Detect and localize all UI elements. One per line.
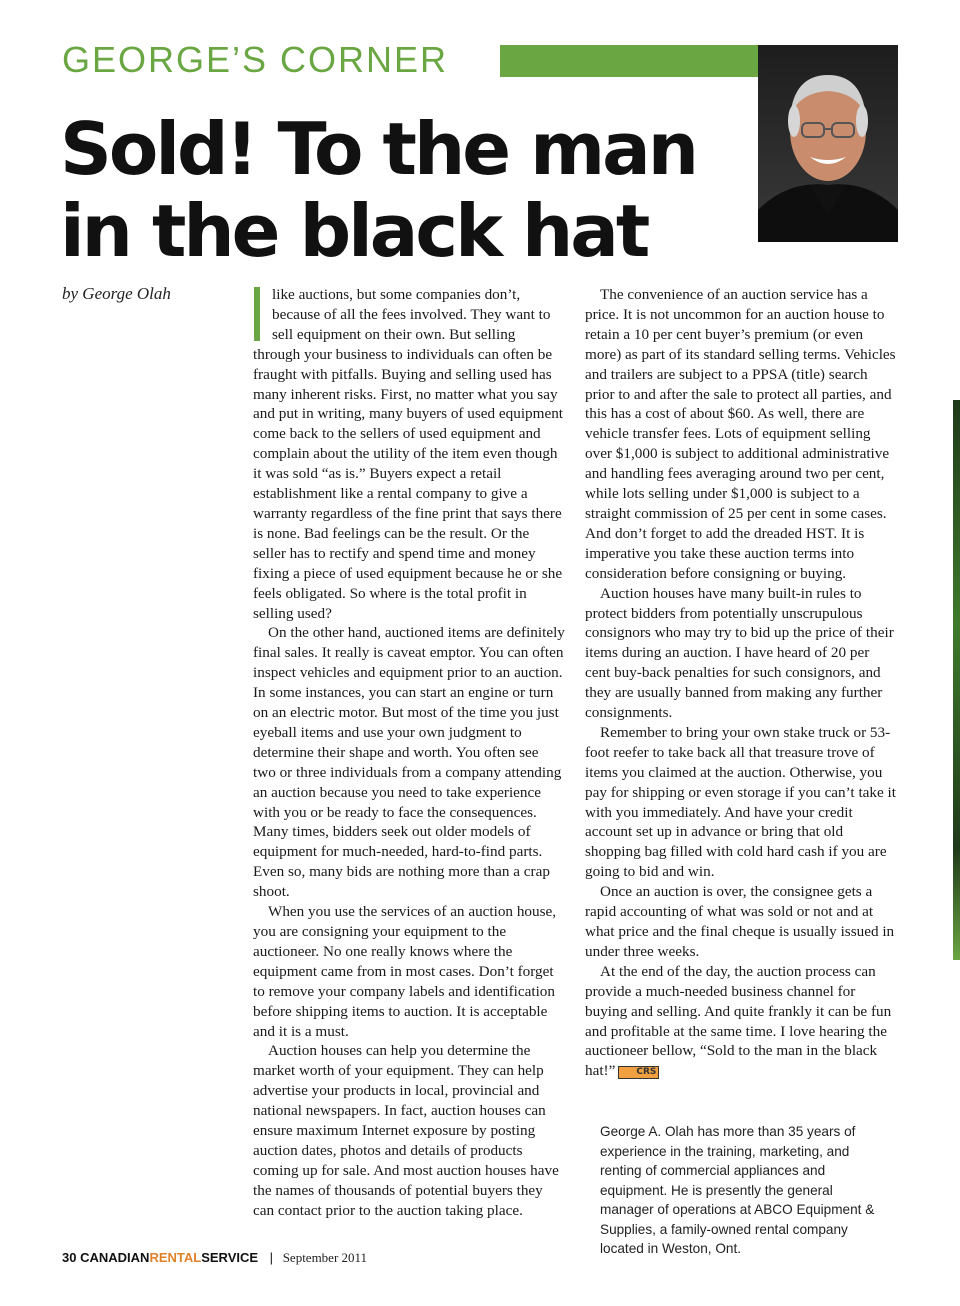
publication-name: CANADIANRENTALSERVICE — [80, 1250, 259, 1265]
headline — [60, 108, 750, 272]
footer-separator: | — [269, 1250, 274, 1265]
author-photo — [758, 45, 898, 242]
paragraph: Auction houses can help you determine the market worth of your equipment. They can help advertise your products in local, provincial and national newspapers. In fact, auction houses can ensure maximum Internet exposure by posting auction dates, photos and details of products coming up for sale. And most auction houses have the names of thousands of potential buyers they can contact prior to the auction taking place. — [253, 1042, 559, 1219]
paragraph: On the other hand, auctioned items are definitely final sales. It really is caveat emptor. You can often inspect vehicles and equipment prior to an auction. In some instances, you can start an engine or turn on an electric motor. But most of the time you just eyeball items and use your own judgment to determine their shape and worth. You often see two or three individuals from a company attending an auction because you need to take experience with you or be ready to face the consequences. Many times, bidders seek out older models of equipment for much-needed, hard-to-find parts. Even so, many bids are nothing more than a crap shoot. — [253, 624, 565, 901]
paragraph: Auction houses have many built-in rules to protect bidders from potentially unscrupulous consignors who may try to bid up the price of their items during an auction. I have heard of 20 per cent buy-back penalties for such consignors, and they are usually banned from making any further consignments. — [585, 584, 894, 722]
issue-date: September 2011 — [282, 1250, 368, 1265]
drop-cap — [254, 287, 260, 341]
paragraph: The convenience of an auction service has a price. It is not uncommon for an auction house to retain a 10 per cent buyer’s premium (or even more) as part of its standard selling terms. Vehicles and trailers are subject to a PPSA (title) search prior to and after the sale to protect all parties, and this has a cost of about $60. As well, there are vehicle transfer fees. Lots of equipment selling over $1,000 is subject to additional administrative and handling fees averaging around two per cent, while lots selling under $1,000 is subject to a straight commission of 25 per cent in some cases. And don’t forget to add the dreaded HST. It is imperative you take these auction terms into consideration before consigning or buying. — [585, 286, 896, 582]
section-kicker: GEORGE’S CORNER — [62, 39, 449, 80]
end-mark-icon: CRS — [618, 1066, 659, 1079]
page-footer — [62, 1250, 367, 1266]
article-column-1 — [253, 285, 565, 1221]
kicker-bar — [500, 45, 758, 77]
paragraph: When you use the services of an auction house, you are consigning your equipment to the auctioneer. No one really knows where the equipment came from in most cases. Don’t forget to remove your company labels and identification before shipping items to auction. It is acceptable and it is a must. — [253, 903, 557, 1040]
headline-line-1: Sold! To the man — [60, 107, 696, 191]
paragraph: At the end of the day, the auction process can provide a much-needed business channel for buying and selling. And quite frankly it can be fun and profitable at the same time. I love hearing the auctioneer bellow, “Sold to the man in the black hat!” CRS — [585, 962, 892, 1080]
byline: by George Olah — [62, 284, 171, 303]
paragraph: Once an auction is over, the consignee gets a rapid accounting of what was sold or not and at what price and the final cheque is usually issued in under three weeks. — [585, 883, 895, 960]
edge-decoration — [953, 400, 960, 960]
paragraph: Remember to bring your own stake truck or 53-foot reefer to take back all that treasure trove of items you claimed at the auction. Otherwise, you pay for shipping or even storage if you can’t take it with you immediately. And have your credit account set up in advance or bring that old shopping bag filled with cold hard cash if you are going to bid and win. — [585, 723, 896, 881]
article-column-2 — [585, 285, 898, 1081]
headline-line-2: in the black hat — [60, 189, 648, 273]
page-number: 30 — [62, 1250, 77, 1265]
author-bio: George A. Olah has more than 35 years of experience in the training, marketing, and renting of commercial appliances and equipment. He is presently the general manager of operations at ABCO Equipment & Supplies, a family-owned rental company located in Weston, Ont. — [600, 1124, 875, 1256]
paragraph: like auctions, but some companies don’t, because of all the fees involved. They want to sell equipment on their own. But selling through your business to individuals can often be fraught with pitfalls. Buying and selling used has many inherent risks. First, no matter what you say and put in writing, many buyers of used equipment come back to the sellers of used equipment and complain about the utility of the item even though it was sold “as is.” Buyers expect a retail establishment like a rental company to give a warranty regardless of the fine print that says there is none. Bad feelings can be the result. Or the seller has to rectify and spend time and money fixing a piece of used equipment because he or she feels obligated. So where is the total profit in selling used? — [253, 286, 564, 622]
